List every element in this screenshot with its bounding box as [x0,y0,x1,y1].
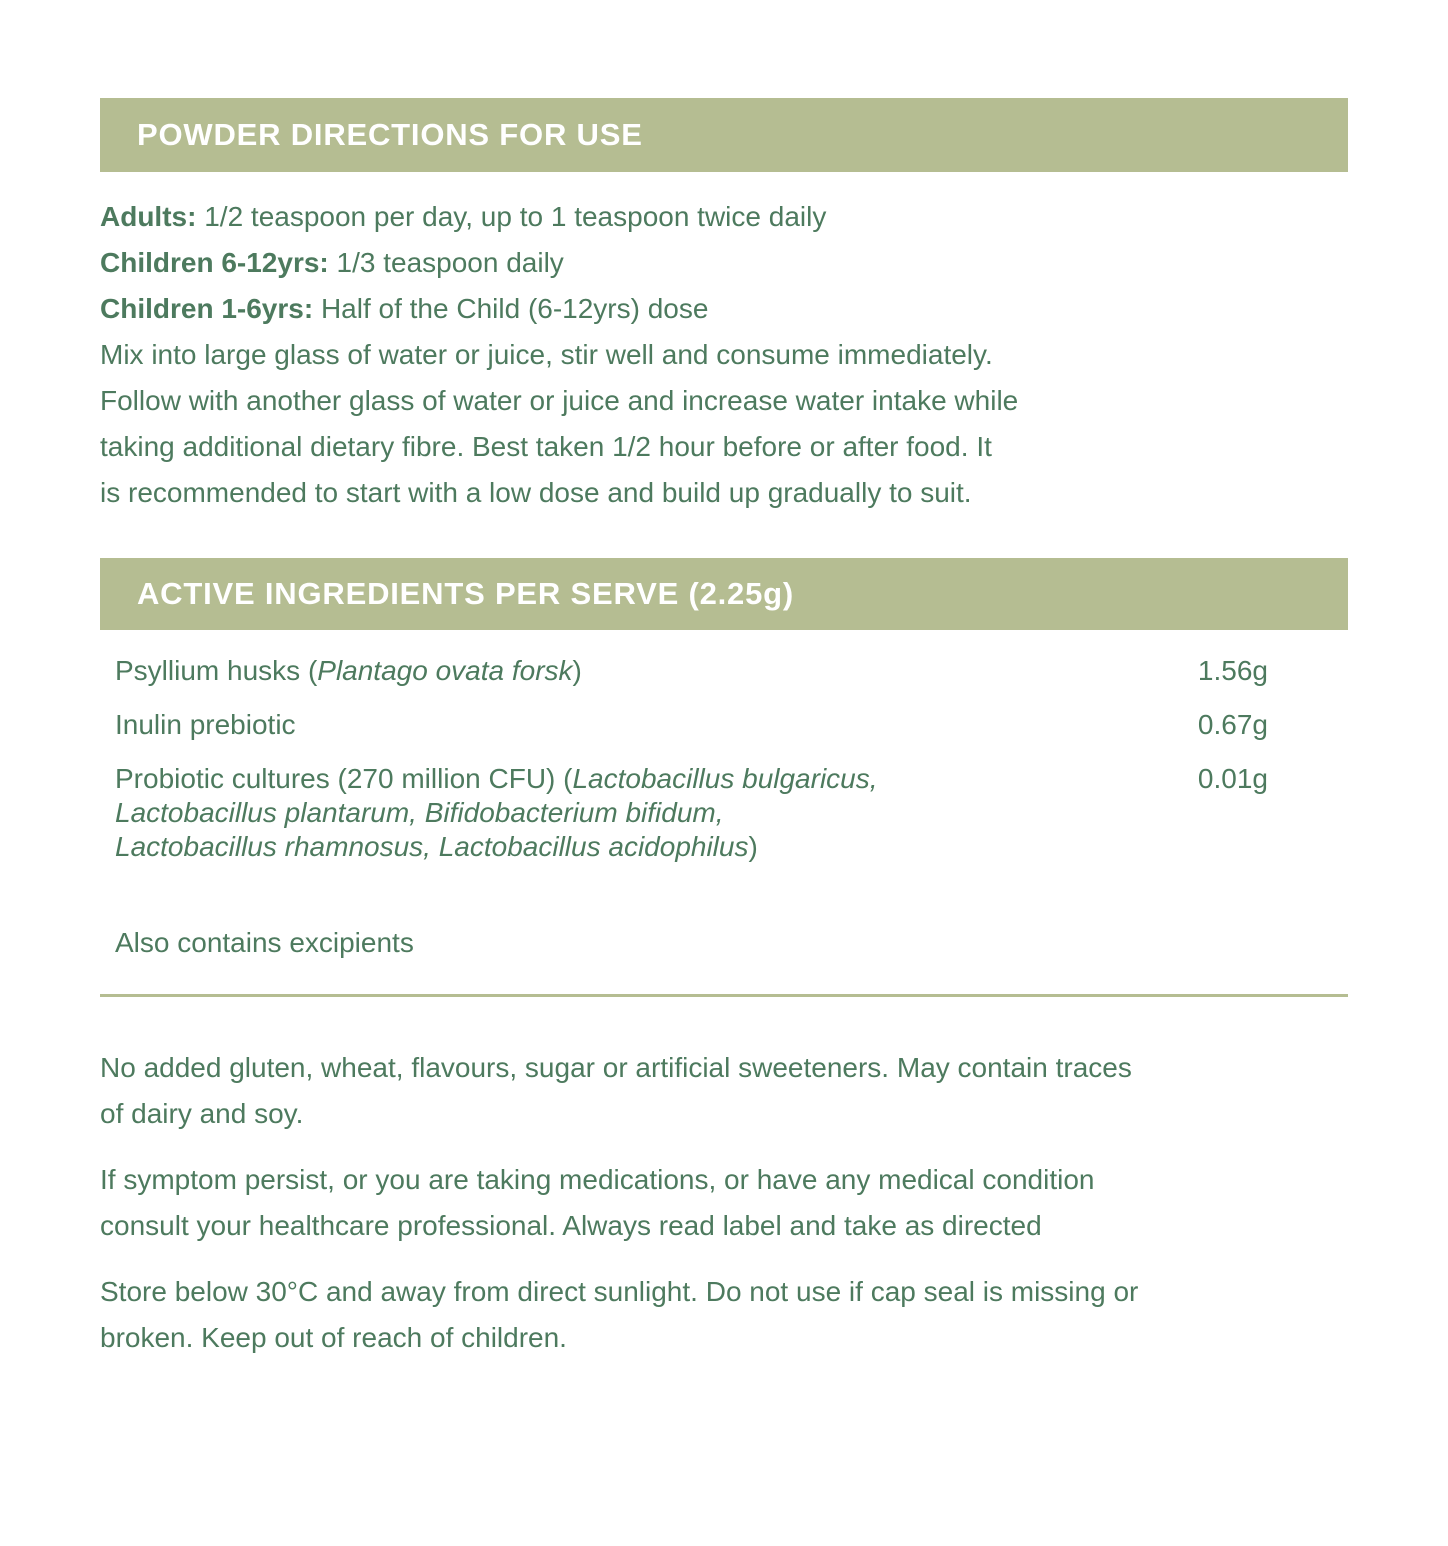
directions-header-bar [100,98,1348,172]
dosage-label: Children 1-6yrs: [100,293,314,324]
dosage-line-children-6-12 [100,240,1348,286]
storage-paragraph [100,1269,1348,1361]
paragraph-line: consult your healthcare professional. Always read label and take as directed [100,1210,1042,1241]
allergen-paragraph [100,1045,1348,1137]
disclaimers [100,1045,1348,1361]
instructions-line: taking additional dietary fibre. Best taken 1/2 hour before or after food. It [100,431,992,462]
section-divider [100,994,1348,997]
ingredient-name-line [115,830,878,864]
ingredient-amount: 1.56g [1197,655,1268,686]
instructions-line: Mix into large glass of water or juice, stir well and consume immediately. [100,339,993,370]
ingredient-name: Inulin prebiotic [115,709,296,740]
ingredient-amount: 0.67g [1197,709,1268,740]
ingredients-header-title: ACTIVE INGREDIENTS PER SERVE (2.25g) [137,576,794,611]
ingredient-name-line [115,796,878,830]
paragraph-line: of dairy and soy. [100,1098,304,1129]
directions-header-title: POWDER DIRECTIONS FOR USE [137,117,643,152]
ingredient-name-text: ) [748,831,758,862]
dosage-text: 1/2 teaspoon per day, up to 1 teaspoon twice daily [196,201,827,232]
ingredient-latin-name: Plantago ovata forsk [317,655,573,686]
ingredient-latin-name: Lactobacillus plantarum, Bifidobacterium bifidum, [115,797,724,828]
instructions-line: is recommended to start with a low dose and build up gradually to suit. [100,477,972,508]
ingredient-name-text: ) [572,655,582,686]
paragraph-line: No added gluten, wheat, flavours, sugar or artificial sweeteners. May contain traces [100,1052,1132,1083]
dosage-label: Children 6-12yrs: [100,247,329,278]
ingredient-row-probiotic [100,762,1348,864]
ingredient-name-text: Probiotic cultures (270 million CFU) ( [115,763,573,794]
ingredient-amount: 0.01g [1197,763,1268,794]
ingredient-latin-name: Lactobacillus bulgaricus, [572,763,878,794]
ingredient-name [115,654,582,688]
directions-body [100,194,1348,516]
ingredient-name-text: Psyllium husks ( [115,655,318,686]
dosage-text: 1/3 teaspoon daily [328,247,564,278]
ingredients-table [100,654,1348,960]
medical-advice-paragraph [100,1157,1348,1249]
ingredient-name [115,762,878,864]
excipients-note: Also contains excipients [115,927,414,958]
dosage-line-children-1-6 [100,286,1348,332]
ingredient-latin-name: Lactobacillus rhamnosus, Lactobacillus acidophilus [115,831,749,862]
instructions-line: Follow with another glass of water or juice and increase water intake while [100,385,1019,416]
dosage-text: Half of the Child (6-12yrs) dose [313,293,709,324]
label-panel [0,98,1448,1361]
ingredients-header-bar [100,558,1348,630]
dosage-label: Adults: [100,201,197,232]
dosage-line-adults [100,194,1348,240]
ingredient-row-inulin [100,708,1348,742]
ingredient-row-psyllium [100,654,1348,688]
paragraph-line: If symptom persist, or you are taking medications, or have any medical condition [100,1164,1095,1195]
ingredient-name-line [115,762,878,796]
paragraph-line: broken. Keep out of reach of children. [100,1322,567,1353]
paragraph-line: Store below 30°C and away from direct sunlight. Do not use if cap seal is missing or [100,1276,1139,1307]
